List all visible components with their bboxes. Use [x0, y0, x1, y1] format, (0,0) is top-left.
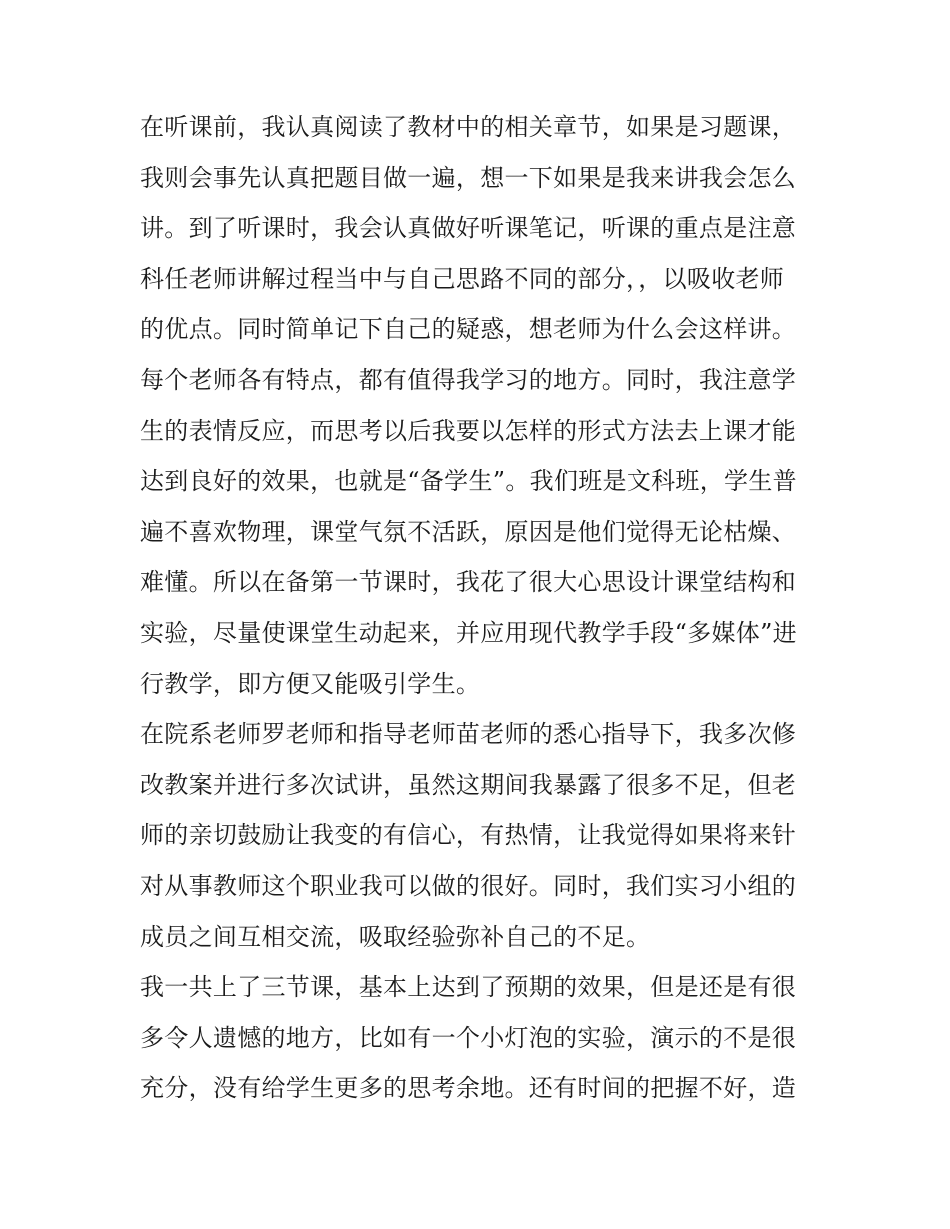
text-line: 生的表情反应，而思考以后我要以怎样的形式方法去上课才能	[140, 416, 797, 445]
text-line: 行教学，即方便又能吸引学生。	[140, 669, 481, 698]
text-line: 遍不喜欢物理，课堂气氛不活跃，原因是他们觉得无论枯燥、	[140, 517, 797, 546]
text-line: 我一共上了三节课，基本上达到了预期的效果，但是还是有很	[140, 973, 797, 1002]
text-line: 难懂。所以在备第一节课时，我花了很大心思设计课堂结构和	[140, 568, 797, 597]
text-line: 在听课前，我认真阅读了教材中的相关章节，如果是习题课，	[140, 113, 797, 141]
text-line: 师的亲切鼓励让我变的有信心，有热情，让我觉得如果将来针	[140, 821, 797, 850]
text-line: 对从事教师这个职业我可以做的很好。同时，我们实习小组的	[140, 871, 797, 900]
paragraph-teacher-guidance	[140, 709, 820, 962]
text-line: 的优点。同时简单记下自己的疑惑，想老师为什么会这样讲。	[140, 315, 797, 344]
text-line: 在院系老师罗老师和指导老师苗老师的悉心指导下，我多次修	[140, 720, 797, 749]
text-line: 实验，尽量使课堂生动起来，并应用现代教学手段“多媒体”进	[140, 618, 797, 647]
text-line: 我则会事先认真把题目做一遍，想一下如果是我来讲我会怎么	[140, 163, 797, 192]
text-line: 改教案并进行多次试讲，虽然这期间我暴露了很多不足，但老	[140, 770, 797, 799]
text-line: 讲。到了听课时，我会认真做好听课笔记，听课的重点是注意	[140, 214, 797, 243]
text-line: 多令人遗憾的地方，比如有一个小灯泡的实验，演示的不是很	[140, 1023, 797, 1052]
text-line: 每个老师各有特点，都有值得我学习的地方。同时，我注意学	[140, 365, 797, 394]
text-line: 成员之间互相交流，吸取经验弥补自己的不足。	[140, 922, 651, 951]
paragraph-listening-preparation	[140, 102, 820, 709]
document-body	[140, 102, 820, 1114]
paragraph-lesson-reflection	[140, 962, 820, 1114]
text-line: 科任老师讲解过程当中与自己思路不同的部分，，以吸收老师	[140, 264, 785, 293]
text-line: 达到良好的效果，也就是“备学生”。我们班是文科班，学生普	[140, 467, 797, 496]
text-line: 充分，没有给学生更多的思考余地。还有时间的把握不好，造	[140, 1074, 797, 1103]
